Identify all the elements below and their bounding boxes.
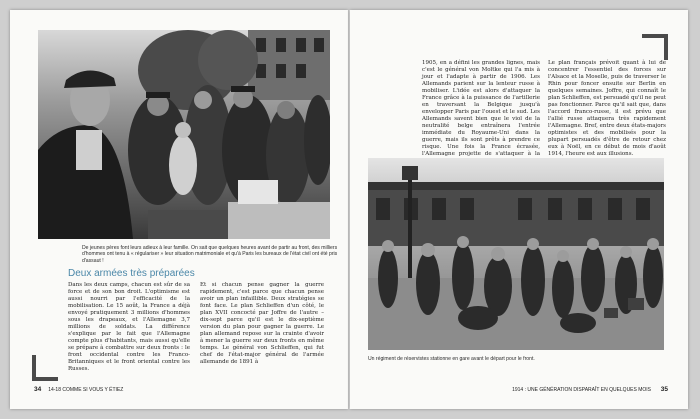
mobilization-crowd-photo bbox=[38, 30, 330, 239]
running-title: 14-18 COMME SI VOUS Y ÉTIEZ bbox=[48, 387, 124, 393]
reservists-station-photo bbox=[368, 158, 664, 350]
column-2-text: Et si chacun pense gagner la guerre rapidement, c'est parce que chacun pense avoir un plan infaillible. Deux stratégies se font face. Le plan Schlieffen d'un côté, le plan XVII concocté par Joffre de l'autre – dix-sept parce qu'il est le dix-septième version du plan pour gagner la guerre. Le plan allemand repose sur la crainte d'avoir à mener la guerre sur deux fronts en même temps. Le général von Schlieffen, qui fut chef de l'état-major général de l'armée allemande de 1891 à bbox=[200, 282, 324, 365]
corner-bracket-top-right bbox=[642, 34, 668, 60]
page-number: 35 bbox=[660, 386, 668, 393]
text-column-1 bbox=[68, 282, 190, 373]
photo-caption: De jeunes pères font leurs adieux à leur famille. On sait que quelques heures avant de partir au front, des milliers d'hommes ont tenu à « régulariser » leur situation matrimoniale et qu'à Paris les bureaux de l'état civil ont été pris d'assaut ! bbox=[82, 245, 338, 264]
text-column-2 bbox=[548, 60, 666, 158]
text-column-2 bbox=[200, 282, 324, 366]
left-footer bbox=[34, 386, 123, 393]
right-page bbox=[350, 10, 688, 409]
right-footer bbox=[512, 386, 668, 393]
text-column-1 bbox=[422, 60, 540, 165]
page-number: 34 bbox=[34, 386, 42, 393]
left-page bbox=[10, 10, 348, 409]
section-heading: Deux armées très préparées bbox=[68, 268, 195, 279]
column-2-text: Le plan français prévoit quant à lui de concentrer l'essentiel des forces sur l'Alsace et la Moselle, puis de traverser le Rhin pour foncer ensuite sur Berlin en quelques semaines. Joffre, qui connaît le plan Schlieffen, est persuadé qu'il ne peut pas fonctionner. Parce qu'il sait que, dans l'accord franco-russe, il est prévu que l'allié russe attaquera très rapidement l'Allemagne. Bref, entre deux états-majors optimistes et des mobilisés pour la plupart persuadés d'être de retour chez eux à Noël, en ce début de mois d'août 1914, l'heure est aux illusions. bbox=[548, 60, 666, 157]
column-1-text: Dans les deux camps, chacun est sûr de sa force et de son bon droit. L'optimisme est aussi nourri par l'efficacité de la mobilisation. Le 15 août, la France a déjà envoyé pratiquement 3 millions d'hommes sous les drapeaux, et l'Allemagne 3,7 millions de soldats. La différence s'explique par le fait que l'Allemagne compte plus d'habitants, mais aussi qu'elle se prépare à combattre sur deux fronts : le front occidental contre les Franco-Britanniques et le front oriental contre les Russes. bbox=[68, 282, 190, 372]
column-1-text: 1905, en a défini les grandes lignes, mais c'est le général von Moltke qui l'a mis à jour et l'adapte à partir de 1906. Les Allemands parient sur la lenteur russe à mobiliser. L'idée est alors d'attaquer la France grâce à la puissance de l'artillerie en traversant la Belgique jusqu'à envelopper Paris par l'ouest et le sud. Les Allemands savent bien que le viol de la neutralité belge entraînera l'entrée immédiate du Royaume-Uni dans la guerre, mais ils sont prêts à prendre ce risque. Une fois la France écrasée, l'Allemagne projette de s'attaquer à la bbox=[422, 60, 540, 157]
corner-bracket-bottom-left bbox=[32, 355, 58, 381]
photo-caption: Un régiment de réservistes stationne en gare avant le départ pour le front. bbox=[368, 356, 535, 362]
running-title: 1914 : UNE GÉNÉRATION DISPARAÎT EN QUELQUES MOIS bbox=[512, 387, 652, 393]
